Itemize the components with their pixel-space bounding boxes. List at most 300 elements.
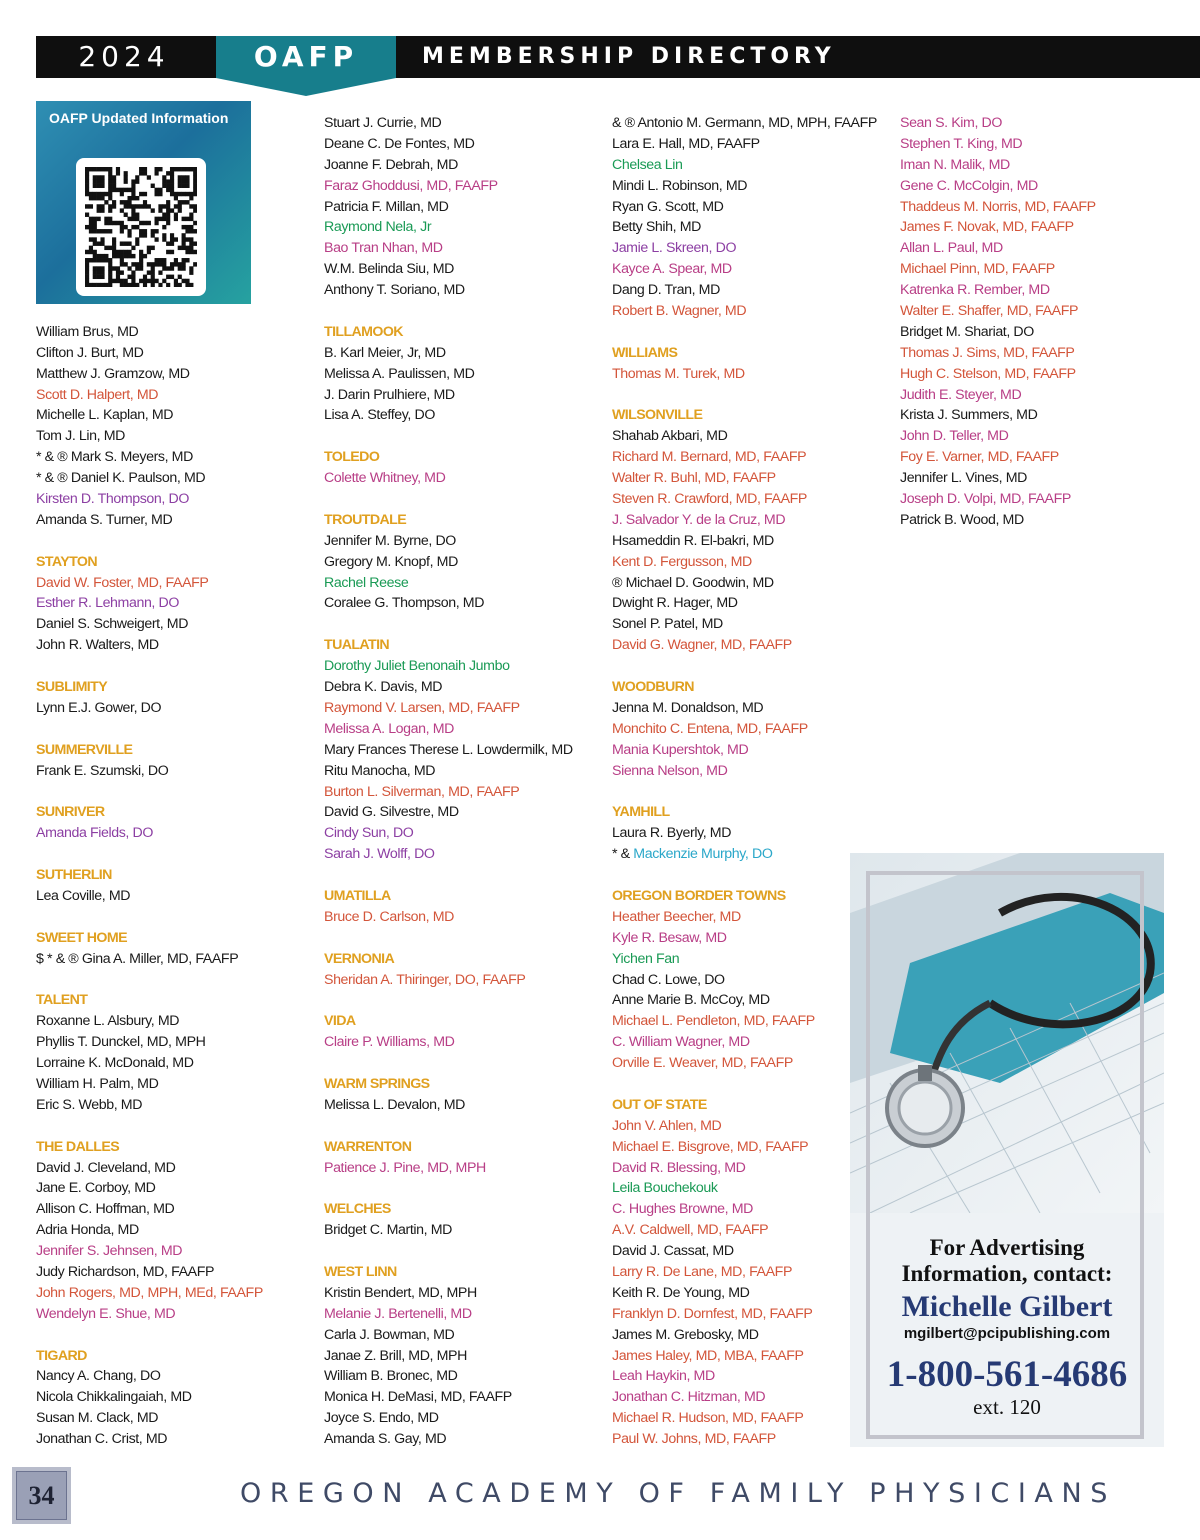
member-entry: [612, 1158, 872, 1179]
member-name: Bao Tran Nhan, MD: [324, 240, 443, 257]
member-entry: [612, 155, 872, 176]
city-heading: TILLAMOOK: [324, 323, 403, 340]
member-name: Clifton J. Burt, MD: [36, 344, 144, 361]
spacer: [36, 844, 296, 865]
member-name: William B. Bronec, MD: [324, 1368, 458, 1385]
city-heading: SUMMERVILLE: [36, 741, 133, 758]
member-name: Wendelyn E. Shue, MD: [36, 1305, 176, 1322]
spacer: [324, 489, 594, 510]
member-name: Carla J. Bowman, MD: [324, 1326, 455, 1343]
member-entry: [324, 1429, 594, 1450]
member-entry: [612, 1011, 872, 1032]
spacer: [36, 155, 296, 176]
member-name: Janae Z. Brill, MD, MPH: [324, 1347, 467, 1364]
member-entry: [324, 823, 594, 844]
member-entry: [324, 217, 594, 238]
member-name: Patience J. Pine, MD, MPH: [324, 1159, 486, 1176]
member-name: W.M. Belinda Siu, MD: [324, 261, 454, 278]
member-entry: [612, 1366, 872, 1387]
member-name: David R. Blessing, MD: [612, 1159, 746, 1176]
member-entry: [36, 886, 296, 907]
member-entry: [612, 280, 872, 301]
member-entry: [324, 782, 594, 803]
member-entry: [612, 635, 872, 656]
spacer: [612, 385, 872, 406]
directory-column-1: [36, 113, 296, 1450]
city-heading: OREGON BORDER TOWNS: [612, 887, 786, 904]
member-name: William Brus, MD: [36, 323, 139, 340]
member-name: Roxanne L. Alsbury, MD: [36, 1013, 180, 1030]
member-name: Monica H. DeMasi, MD, FAAFP: [324, 1389, 512, 1406]
member-name: Chad C. Lowe, DO: [612, 971, 725, 988]
spacer: [324, 1241, 594, 1262]
city-heading: WEST LINN: [324, 1263, 397, 1280]
member-name: Phyllis T. Dunckel, MD, MPH: [36, 1034, 206, 1051]
member-entry: [324, 740, 594, 761]
member-entry: [324, 1032, 594, 1053]
member-entry: [900, 426, 1180, 447]
member-name: Burton L. Silverman, MD, FAAFP: [324, 783, 520, 800]
spacer: [36, 907, 296, 928]
page-number: 34: [16, 1471, 67, 1520]
member-name: Joyce S. Endo, MD: [324, 1410, 439, 1427]
member-entry: [612, 1116, 872, 1137]
member-name: Gregory M. Knopf, MD: [324, 553, 458, 570]
member-name: C. William Wagner, MD: [612, 1034, 750, 1051]
member-name: B. Karl Meier, Jr, MD: [324, 344, 446, 361]
member-entry: [612, 823, 872, 844]
member-name: Adria Honda, MD: [36, 1222, 139, 1239]
city-heading: WOODBURN: [612, 679, 694, 696]
member-name: Coralee G. Thompson, MD: [324, 595, 485, 612]
member-entry: [612, 970, 872, 991]
member-name: Thaddeus M. Norris, MD, FAAFP: [900, 198, 1096, 215]
member-entry: [324, 1325, 594, 1346]
member-name: Betty Shih, MD: [612, 219, 702, 236]
member-entry: [900, 217, 1180, 238]
city-heading: SUBLIMITY: [36, 679, 108, 696]
member-name: Eric S. Webb, MD: [36, 1096, 143, 1113]
spacer: [324, 426, 594, 447]
spacer: [36, 259, 296, 280]
member-entry: [36, 1387, 296, 1408]
spacer: [612, 782, 872, 803]
member-name: Jenna M. Donaldson, MD: [612, 699, 764, 716]
member-name: Michael R. Hudson, MD, FAAFP: [612, 1410, 804, 1427]
member-name: Walter E. Shaffer, MD, FAAFP: [900, 303, 1079, 320]
member-name: Deane C. De Fontes, MD: [324, 135, 475, 152]
member-name: Leah Haykin, MD: [612, 1368, 715, 1385]
member-name: Walter R. Buhl, MD, FAAFP: [612, 470, 776, 487]
member-name: William H. Palm, MD: [36, 1075, 159, 1092]
spacer: [36, 238, 296, 259]
footer-org-name: OREGON ACADEMY OF FAMILY PHYSICIANS: [240, 1478, 1117, 1509]
member-name: Franklyn D. Dornfest, MD, FAAFP: [612, 1305, 813, 1322]
member-name: Claire P. Williams, MD: [324, 1034, 455, 1051]
member-entry: [36, 823, 296, 844]
member-entry: [324, 176, 594, 197]
spacer: [324, 614, 594, 635]
member-name: John D. Teller, MD: [900, 428, 1009, 445]
spacer: [36, 1116, 296, 1137]
member-entry: [612, 426, 872, 447]
member-entry: [612, 1346, 872, 1367]
member-entry: [612, 1220, 872, 1241]
city-heading: WELCHES: [324, 1201, 391, 1218]
spacer: [324, 990, 594, 1011]
member-entry: [324, 1366, 594, 1387]
member-name: Melissa L. Devalon, MD: [324, 1096, 466, 1113]
member-entry: [324, 1158, 594, 1179]
member-entry: [36, 573, 296, 594]
member-entry: [324, 280, 594, 301]
member-entry: [612, 761, 872, 782]
member-entry: [612, 593, 872, 614]
member-entry: [324, 1408, 594, 1429]
city-heading: TOLEDO: [324, 449, 380, 466]
member-entry: [324, 197, 594, 218]
member-entry: [36, 1178, 296, 1199]
member-entry: [900, 364, 1180, 385]
member-name: Amanda S. Gay, MD: [324, 1431, 447, 1448]
member-name: James Haley, MD, MBA, FAAFP: [612, 1347, 804, 1364]
member-entry: [900, 385, 1180, 406]
member-entry: [324, 593, 594, 614]
member-name: Dwight R. Hager, MD: [612, 595, 738, 612]
contact-phone[interactable]: 1-800-561-4686: [886, 1354, 1128, 1395]
member-name: Allison C. Hoffman, MD: [36, 1201, 175, 1218]
member-name: Amanda Fields, DO: [36, 825, 153, 842]
member-name: Anne Marie B. McCoy, MD: [612, 992, 770, 1009]
member-name: Dang D. Tran, MD: [612, 282, 720, 299]
member-name: Gina A. Miller, MD, FAAFP: [81, 950, 239, 967]
member-name: Mary Frances Therese L. Lowdermilk, MD: [324, 741, 573, 758]
member-name: Tom J. Lin, MD: [36, 428, 126, 445]
spacer: [324, 301, 594, 322]
member-entry: [612, 217, 872, 238]
member-name: Monchito C. Entena, MD, FAAFP: [612, 720, 808, 737]
member-entry: [36, 1304, 296, 1325]
member-entry: [36, 635, 296, 656]
member-symbols: * & ®: [36, 470, 68, 487]
member-name: Kyle R. Besaw, MD: [612, 929, 727, 946]
member-name: Sean S. Kim, DO: [900, 115, 1003, 131]
member-entry: [612, 134, 872, 155]
member-name: Stuart J. Currie, MD: [324, 115, 442, 131]
member-name: Kristin Bendert, MD, MPH: [324, 1284, 477, 1301]
member-name: Kent D. Fergusson, MD: [612, 553, 752, 570]
member-entry: [36, 614, 296, 635]
member-name: Nancy A. Chang, DO: [36, 1368, 161, 1385]
member-name: Melanie J. Bertenelli, MD: [324, 1305, 472, 1322]
member-name: Hugh C. Stelson, MD, FAAFP: [900, 365, 1076, 382]
member-name: Michael Pinn, MD, FAAFP: [900, 261, 1055, 278]
spacer: [612, 656, 872, 677]
member-entry: [36, 761, 296, 782]
member-name: J. Darin Prulhiere, MD: [324, 386, 455, 403]
member-name: Daniel S. Schweigert, MD: [36, 616, 189, 633]
spacer: [324, 1053, 594, 1074]
member-name: Frank E. Szumski, DO: [36, 762, 169, 779]
member-entry: [36, 593, 296, 614]
member-name: Steven R. Crawford, MD, FAAFP: [612, 491, 807, 508]
member-entry: [900, 447, 1180, 468]
member-entry: [900, 489, 1180, 510]
member-entry: [324, 1095, 594, 1116]
member-name: James M. Grebosky, MD: [612, 1326, 759, 1343]
header-org: OAFP: [216, 36, 396, 78]
member-entry: [36, 322, 296, 343]
member-name: Foy E. Varner, MD, FAAFP: [900, 449, 1059, 466]
member-name: Chelsea Lin: [612, 156, 683, 173]
city-heading: SWEET HOME: [36, 929, 127, 946]
member-entry: [900, 280, 1180, 301]
member-name: Larry R. De Lane, MD, FAAFP: [612, 1263, 793, 1280]
member-name: Yichen Fan: [612, 950, 680, 967]
spacer: [36, 113, 296, 134]
member-entry: [900, 468, 1180, 489]
member-entry: [324, 761, 594, 782]
member-entry: [612, 1408, 872, 1429]
member-entry: [36, 1011, 296, 1032]
member-name: Lynn E.J. Gower, DO: [36, 699, 162, 716]
member-name: Nicola Chikkalingaiah, MD: [36, 1389, 192, 1406]
member-entry: [324, 844, 594, 865]
member-entry: [612, 1199, 872, 1220]
member-name: Katrenka R. Rember, MD: [900, 282, 1050, 299]
member-entry: [36, 364, 296, 385]
member-entry: [36, 1053, 296, 1074]
member-name: Jennifer L. Vines, MD: [900, 470, 1027, 487]
member-entry: [36, 447, 296, 468]
member-entry: [324, 656, 594, 677]
spacer: [324, 865, 594, 886]
member-symbols: * &: [612, 846, 630, 863]
member-name: Lorraine K. McDonald, MD: [36, 1055, 194, 1072]
member-name: Mindi L. Robinson, MD: [612, 177, 748, 194]
member-entry: [36, 426, 296, 447]
member-name: Jamie L. Skreen, DO: [612, 240, 737, 257]
member-name: Ryan G. Scott, MD: [612, 198, 724, 215]
directory-column-3: [612, 113, 877, 1450]
member-entry: [36, 1032, 296, 1053]
member-entry: [612, 510, 872, 531]
city-heading: TROUTDALE: [324, 511, 407, 528]
member-name: Kayce A. Spear, MD: [612, 261, 732, 278]
member-name: Joanne F. Debrah, MD: [324, 156, 458, 173]
member-name: Mackenzie Murphy, DO: [633, 846, 773, 863]
member-entry: [612, 259, 872, 280]
member-name: Faraz Ghoddusi, MD, FAAFP: [324, 177, 498, 194]
member-entry: [900, 238, 1180, 259]
member-name: Jennifer S. Jehnsen, MD: [36, 1243, 183, 1260]
member-entry: [324, 343, 594, 364]
member-name: Lisa A. Steffey, DO: [324, 407, 435, 424]
member-entry: [612, 1241, 872, 1262]
member-entry: [36, 1241, 296, 1262]
member-entry: [612, 1137, 872, 1158]
member-name: Lea Coville, MD: [36, 887, 131, 904]
member-name: Jane E. Corboy, MD: [36, 1180, 156, 1197]
city-heading: SUTHERLIN: [36, 867, 112, 884]
member-name: C. Hughes Browne, MD: [612, 1201, 754, 1218]
member-entry: [900, 155, 1180, 176]
member-name: David J. Cassat, MD: [612, 1243, 734, 1260]
member-name: A.V. Caldwell, MD, FAAFP: [612, 1222, 769, 1239]
spacer: [36, 1325, 296, 1346]
member-name: Michael E. Bisgrove, MD, FAAFP: [612, 1138, 809, 1155]
member-name: John R. Walters, MD: [36, 637, 159, 654]
member-entry: [900, 176, 1180, 197]
member-entry: [324, 719, 594, 740]
member-entry: [324, 573, 594, 594]
member-entry: [612, 238, 872, 259]
member-name: Lara E. Hall, MD, FAAFP: [612, 135, 760, 152]
contact-name: Michelle Gilbert: [901, 1290, 1113, 1323]
member-entry: [324, 1387, 594, 1408]
member-entry: [324, 259, 594, 280]
contact-email-link[interactable]: mgilbert@pcipublishing.com: [903, 1325, 1111, 1342]
member-entry: [324, 1346, 594, 1367]
member-entry: [612, 719, 872, 740]
member-name: Orville E. Weaver, MD, FAAFP: [612, 1055, 793, 1072]
member-entry: [900, 322, 1180, 343]
city-heading: WARRENTON: [324, 1138, 412, 1155]
spacer: [36, 782, 296, 803]
member-name: Jennifer M. Byrne, DO: [324, 532, 456, 549]
member-name: Allan L. Paul, MD: [900, 240, 1003, 257]
spacer: [36, 656, 296, 677]
member-name: Daniel K. Paulson, MD: [70, 470, 206, 487]
member-entry: [612, 698, 872, 719]
member-entry: [324, 1304, 594, 1325]
member-entry: [36, 1220, 296, 1241]
member-name: Sonel P. Patel, MD: [612, 616, 723, 633]
member-entry: [36, 1408, 296, 1429]
member-name: Raymond Nela, Jr: [324, 219, 432, 236]
member-name: Cindy Sun, DO: [324, 825, 414, 842]
member-entry: [612, 1387, 872, 1408]
member-name: Robert B. Wagner, MD: [612, 303, 747, 320]
spacer: [612, 322, 872, 343]
member-entry: [612, 928, 872, 949]
member-name: Dorothy Juliet Benonaih Jumbo: [324, 658, 510, 675]
city-heading: WILLIAMS: [612, 344, 678, 361]
member-entry: [612, 1304, 872, 1325]
member-entry: [612, 990, 872, 1011]
member-name: Heather Beecher, MD: [612, 908, 741, 925]
member-entry: [324, 238, 594, 259]
member-name: Melissa A. Paulissen, MD: [324, 365, 475, 382]
member-name: Paul W. Johns, MD, FAAFP: [612, 1431, 776, 1448]
member-entry: [324, 677, 594, 698]
spacer: [36, 301, 296, 322]
member-entry: [612, 1429, 872, 1450]
member-entry: [36, 1283, 296, 1304]
member-entry: [324, 1283, 594, 1304]
member-name: Scott D. Halpert, MD: [36, 386, 159, 403]
member-name: Stephen T. King, MD: [900, 135, 1023, 152]
member-name: David W. Foster, MD, FAAFP: [36, 574, 209, 591]
member-name: J. Salvador Y. de la Cruz, MD: [612, 511, 786, 528]
spacer: [612, 865, 872, 886]
member-name: Michael L. Pendleton, MD, FAAFP: [612, 1013, 815, 1030]
spacer: [36, 531, 296, 552]
member-entry: [612, 1053, 872, 1074]
member-name: Shahab Akbari, MD: [612, 428, 728, 445]
member-name: Kirsten D. Thompson, DO: [36, 491, 189, 508]
member-name: Patricia F. Millan, MD: [324, 198, 449, 215]
member-entry: [612, 844, 872, 865]
member-entry: [36, 405, 296, 426]
member-entry: [900, 197, 1180, 218]
member-entry: [612, 949, 872, 970]
member-entry: [900, 134, 1180, 155]
spacer: [36, 280, 296, 301]
member-entry: [324, 531, 594, 552]
member-name: John V. Ahlen, MD: [612, 1117, 722, 1134]
member-name: James F. Novak, MD, FAAFP: [900, 219, 1074, 236]
member-name: Leila Bouchekouk: [612, 1180, 718, 1197]
member-entry: [36, 1429, 296, 1450]
member-name: Bridget M. Shariat, DO: [900, 323, 1034, 340]
member-entry: [324, 552, 594, 573]
member-entry: [324, 155, 594, 176]
member-entry: [612, 197, 872, 218]
member-entry: [324, 907, 594, 928]
member-name: Debra K. Davis, MD: [324, 679, 443, 696]
member-entry: [36, 343, 296, 364]
member-name: Bridget C. Martin, MD: [324, 1222, 452, 1239]
member-entry: [612, 113, 877, 134]
spacer: [36, 134, 296, 155]
member-name: Judy Richardson, MD, FAAFP: [36, 1263, 215, 1280]
advertising-panel: [850, 853, 1164, 1447]
advertising-heading-line2: Information, contact:: [901, 1261, 1113, 1286]
member-entry: [36, 1074, 296, 1095]
member-entry: [612, 447, 872, 468]
member-name: Patrick B. Wood, MD: [900, 511, 1024, 528]
member-entry: [36, 1199, 296, 1220]
member-entry: [612, 907, 872, 928]
city-heading: THE DALLES: [36, 1138, 120, 1155]
member-name: Sarah J. Wolff, DO: [324, 846, 435, 863]
member-entry: [612, 740, 872, 761]
spacer: [36, 970, 296, 991]
qr-title: OAFP Updated Information: [49, 110, 229, 126]
member-entry: [612, 489, 872, 510]
spacer: [324, 928, 594, 949]
member-entry: [612, 1262, 872, 1283]
member-entry: [36, 1262, 296, 1283]
city-heading: TUALATIN: [324, 637, 390, 654]
member-entry: [36, 510, 296, 531]
member-entry: [900, 301, 1180, 322]
member-symbols: * & ®: [36, 449, 68, 466]
member-name: Michael D. Goodwin, MD: [625, 574, 774, 591]
member-name: Bruce D. Carlson, MD: [324, 908, 454, 925]
member-entry: [36, 698, 296, 719]
member-name: Raymond V. Larsen, MD, FAAFP: [324, 699, 520, 716]
member-name: David J. Cleveland, MD: [36, 1159, 176, 1176]
member-name: Judith E. Steyer, MD: [900, 386, 1022, 403]
member-name: Melissa A. Logan, MD: [324, 720, 454, 737]
member-entry: [324, 468, 594, 489]
spacer: [36, 217, 296, 238]
city-heading: SUNRIVER: [36, 804, 105, 821]
header-year: 2024: [78, 40, 170, 73]
member-entry: [324, 970, 594, 991]
